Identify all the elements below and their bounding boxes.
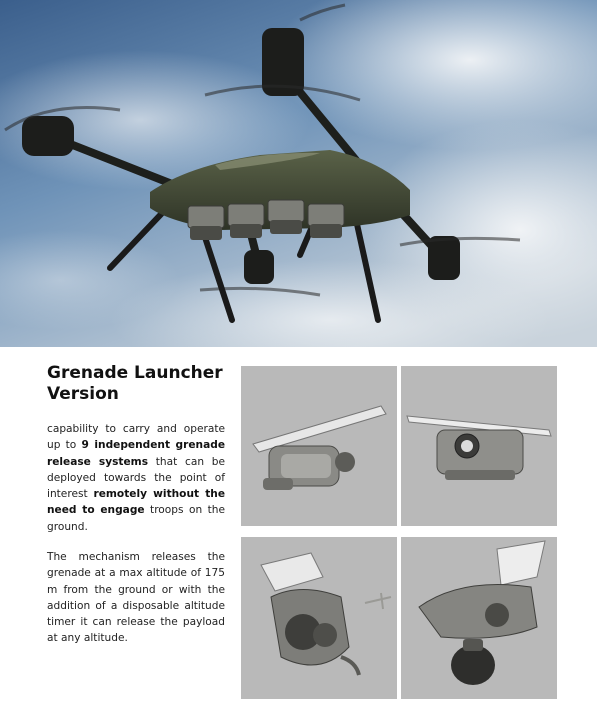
render-launcher-front (401, 366, 557, 526)
drone-hero-image (0, 0, 597, 347)
title-line-1: Grenade Launcher (47, 363, 223, 383)
render-grenade-release (401, 537, 557, 699)
paragraph1-text-1: capability to carry and operate up to (47, 423, 225, 452)
paragraph1-bold-1: 9 independent grenade release systems (47, 439, 226, 468)
render-release-mechanism (241, 537, 397, 699)
paragraph1-text-2: that can be deployed towards the point of interest (47, 455, 225, 501)
mechanism-paragraph: The mechanism releases the grenade at a max altitude of 175 m from the ground or with the addition of a disposable altitude timer it can release the payload at any altitude. (47, 551, 225, 645)
render-launcher-side (241, 366, 397, 526)
paragraph1-bold-2: remotely without the need to engage (47, 488, 225, 517)
capability-paragraph (47, 421, 225, 535)
title-line-2: Version (47, 384, 119, 404)
page-edge (589, 347, 597, 701)
page-title (47, 363, 237, 405)
paragraph1-text-3: troops on the ground. (47, 504, 225, 533)
